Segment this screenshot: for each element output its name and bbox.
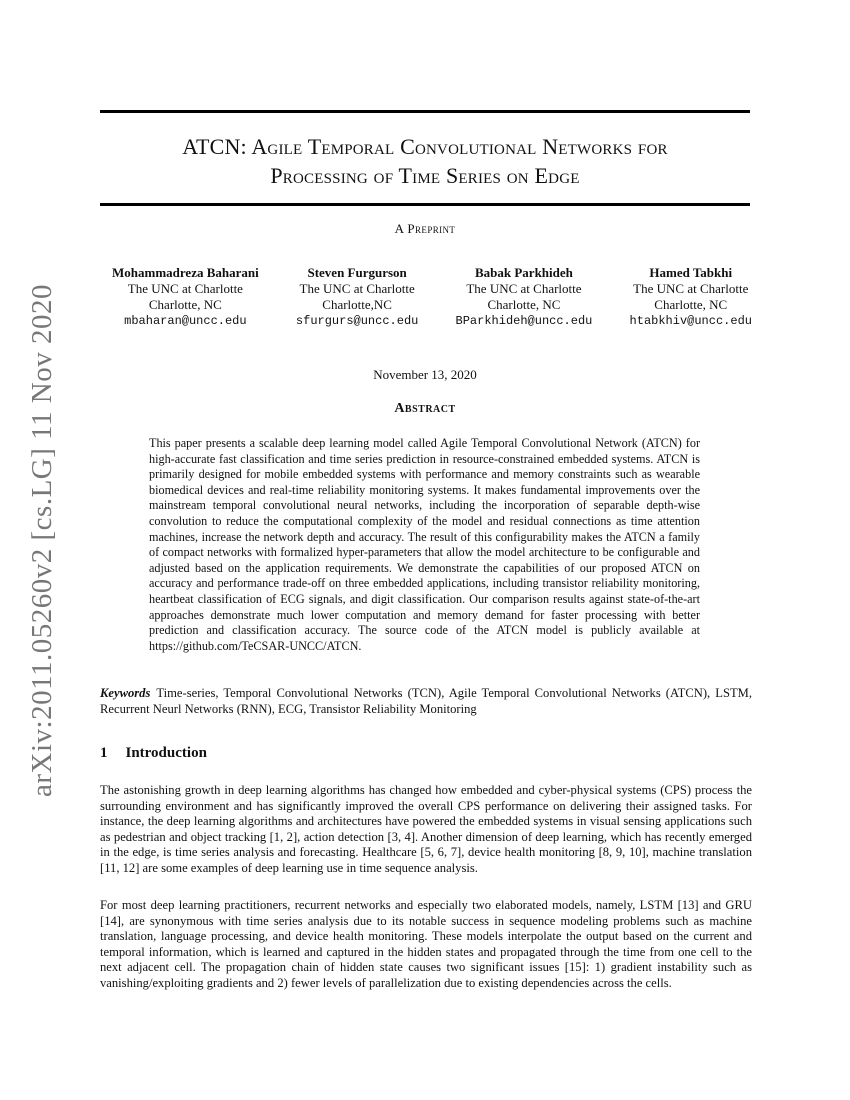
author-location: Charlotte,NC (322, 297, 392, 312)
title-line-2: Processing of Time Series on Edge (270, 163, 580, 188)
author-name: Mohammadreza Baharani (112, 265, 259, 280)
preprint-label: A Preprint (394, 221, 456, 236)
keywords-label: Keywords (100, 686, 151, 700)
section-title: Introduction (125, 745, 207, 761)
abstract-heading: Abstract (394, 401, 456, 416)
section-heading (100, 745, 750, 762)
title-line-1: ATCN: Agile Temporal Convolutional Networks for (182, 134, 668, 159)
author-affiliation: The UNC at Charlotte (466, 281, 582, 296)
author-location: Charlotte, NC (148, 297, 222, 312)
author-block (630, 265, 752, 329)
author-block (296, 265, 418, 329)
author-block (456, 265, 593, 329)
intro-paragraph: For most deep learning practitioners, recurrent networks and especially two elaborated models, namely, LSTM [13] and GRU [14], are synonymous with time series analysis due to its notable success in sequence modeling problems such as machine translation, language processing, and device health monitoring. These models interpolate the output based on the current and temporal information, which is learned and captured in the hidden states and propagated through the time from one cell to the next adjacent cell. The propagation chain of hidden state causes two significant issues [15]: 1) gradient instability such as vanishing/exploiting gradients and 2) fewer levels of parallelization due to existing dependencies across the cells. (100, 898, 752, 990)
arxiv-identifier[interactable]: arXiv:2011.05260v2 [cs.LG] 11 Nov 2020 (25, 283, 58, 797)
publication-date: November 13, 2020 (373, 367, 477, 382)
section-number: 1 (100, 745, 108, 761)
author-list (112, 265, 752, 329)
arxiv-sidebar (22, 283, 62, 797)
title-rule-bottom (100, 203, 750, 206)
author-location: Charlotte, NC (487, 297, 561, 312)
keywords-text: Time-series, Temporal Convolutional Networks (TCN), Agile Temporal Convolutional Networks (ATCN), LSTM, Recurrent Neurl Networks (RNN), ECG, Transistor Reliability Monitoring (100, 686, 752, 716)
author-block (112, 265, 259, 329)
author-email[interactable]: htabkhiv@uncc.edu (629, 314, 752, 328)
intro-paragraph: The astonishing growth in deep learning algorithms has changed how embedded and cyber-physical systems (CPS) process the surrounding environment and has significantly improved the overall CPS performance on delivering their assigned tasks. For instance, the deep learning algorithms and architectures have powered the embedded systems in visual sensing applications such as pedestrian and object tracking [1, 2], action detection [3, 4]. Another dimension of deep learning, which has recently emerged in the edge, is time series analysis and forecasting. Healthcare [5, 6, 7], device health monitoring [8, 9, 10], machine translation [11, 12] are some examples of deep learning use in time sequence analysis. (100, 783, 752, 875)
author-email[interactable]: mbaharan@uncc.edu (124, 314, 247, 328)
title-rule-top (100, 110, 750, 113)
author-name: Hamed Tabkhi (649, 265, 733, 280)
author-name: Babak Parkhideh (474, 265, 573, 280)
paper-title (100, 132, 750, 190)
author-affiliation: The UNC at Charlotte (633, 281, 749, 296)
keywords (100, 685, 752, 717)
author-email[interactable]: sfurgurs@uncc.edu (295, 314, 419, 328)
author-name: Steven Furgurson (307, 265, 407, 280)
author-affiliation: The UNC at Charlotte (299, 281, 415, 296)
author-affiliation: The UNC at Charlotte (127, 281, 243, 296)
author-location: Charlotte, NC (654, 297, 728, 312)
author-email[interactable]: BParkhideh@uncc.edu (455, 314, 593, 328)
abstract-text: This paper presents a scalable deep learning model called Agile Temporal Convolutional Network (ATCN) for high-accurate fast classification and time series prediction in resource-constrained embedded systems. ATCN is primarily designed for mobile embedded systems with performance and memory constraints such as wearable biomedical devices and real-time reliability monitoring systems. It makes fundamental improvements over the mainstream temporal convolutional neural networks, including the incorporation of separable depth-wise convolution to reduce the computational complexity of the model and residual connections as time attention machines, increase the network depth and accuracy. The result of this configurability makes the ATCN a family of compact networks with formalized hyper-parameters that allow the model architecture to be configurable and adjusted based on the application requirements. We demonstrate the capabilities of our proposed ATCN on accuracy and performance trade-off on three embedded applications, including transistor reliability monitoring, heartbeat classification of ECG signals, and digit classification. Our comparison results against state-of-the-art approaches demonstrate much lower computation and memory demand for faster processing with better prediction and classification accuracy. The source code of the ATCN model is publicly available at https://github.com/TeCSAR-UNCC/ATCN. (149, 436, 700, 653)
